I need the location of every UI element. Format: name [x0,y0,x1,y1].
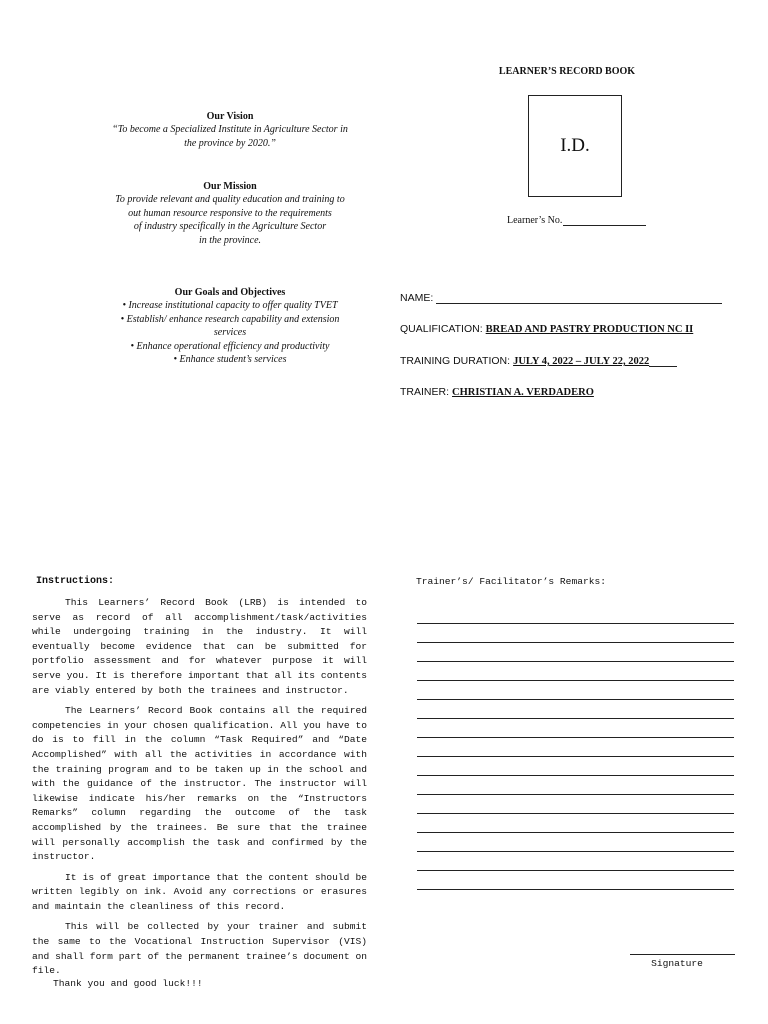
name-field [400,292,722,304]
closing-message: Thank you and good luck!!! [53,978,203,989]
qualification-label: QUALIFICATION: [400,323,483,335]
trainer-label: TRAINER: [400,386,450,398]
goal-item: • Increase institutional capacity to offer quality TVET [122,300,338,311]
mission-text [60,193,400,247]
remark-line[interactable] [417,832,734,833]
learner-number-blank[interactable] [563,216,646,226]
record-book-title: LEARNER’S RECORD BOOK [498,66,636,77]
id-photo-box [528,95,622,197]
remark-line[interactable] [417,870,734,871]
vision-text [60,123,400,150]
remark-line[interactable] [417,623,734,624]
signature-line[interactable] [630,954,735,955]
goal-item: • Enhance student’s services [173,354,287,365]
remarks-heading: Trainer’s/ Facilitator’s Remarks: [416,576,606,587]
trainer-field [400,386,594,398]
remark-line[interactable] [417,718,734,719]
training-duration-field [400,355,677,367]
qualification-value: BREAD AND PASTRY PRODUCTION NC II [485,324,694,335]
remark-line[interactable] [417,813,734,814]
remark-line[interactable] [417,699,734,700]
signature-label: Signature [651,958,703,969]
goal-item: • Enhance operational efficiency and productivity [130,340,330,352]
instructions-paragraph: This Learners’ Record Book (LRB) is intended to serve as record of all accomplishment/task/activities while undergoing training in the industry. It will eventually become evidence that can be submitted for portfolio assessment and for whatever purpose it will serve you. It is therefore important that all its contents are viably entered by both the trainees and instructor. [32,597,367,696]
goals-text [60,299,400,367]
goals-heading: Our Goals and Objectives [174,287,286,298]
remark-line[interactable] [417,661,734,662]
mission-heading: Our Mission [203,181,257,192]
remark-line[interactable] [417,642,734,643]
remark-line[interactable] [417,889,734,890]
learner-number-field [507,215,646,226]
vision-line: the province by 2020.” [184,137,276,149]
vision-section [60,110,400,150]
training-duration-value: JULY 4, 2022 – JULY 22, 2022 [513,356,650,367]
instructions-heading: Instructions: [36,576,115,587]
mission-section [60,180,400,247]
training-duration-label: TRAINING DURATION: [400,355,511,367]
mission-line: To provide relevant and quality education and training to [115,194,345,205]
remark-line[interactable] [417,680,734,681]
remark-line[interactable] [417,794,734,795]
id-label: I.D. [560,135,590,156]
learner-number-label: Learner’s No. [507,215,563,226]
remark-line[interactable] [417,756,734,757]
goals-section [60,286,400,367]
name-blank[interactable] [436,294,722,304]
instructions-paragraph: The Learners’ Record Book contains all the required competencies in your chosen qualification. All you have to do is to fill in the column “Task Required” and “Date Accomplished” with all the activities in accordance with the training program and to be taken up in the school and with the guidance of the instructor. The instructor will likewise indicate his/her remarks on the “Instructors Remarks” column regarding the outcome of the task accomplished by the trainees. Be sure that the trainee will personally accomplish the task and confirmed by the instructor. [32,705,367,863]
remark-line[interactable] [417,775,734,776]
vision-line: “To become a Specialized Institute in Agriculture Sector in [112,124,348,135]
instructions-paragraph: It is of great importance that the content should be written legibly on ink. Avoid any corrections or erasures and maintain the cleanliness of this record. [32,871,367,912]
vision-heading: Our Vision [206,111,254,122]
remark-line[interactable] [417,737,734,738]
mission-line: in the province. [198,234,262,246]
mission-line: out human resource responsive to the requirements [128,207,332,219]
mission-line: of industry specifically in the Agriculture Sector [133,221,327,232]
goal-item: services [213,327,247,338]
trainer-value: CHRISTIAN A. VERDADERO [452,387,594,398]
name-label: NAME: [400,292,434,304]
remark-line[interactable] [417,851,734,852]
goal-item: • Establish/ enhance research capability and extension [120,313,340,325]
qualification-field [400,323,693,335]
instructions-paragraph: This will be collected by your trainer and submit the same to the Vocational Instruction Supervisor (VIS) and shall form part of the permanent trainee’s document on file. [32,921,367,977]
instructions-body [32,596,367,985]
training-duration-underline [649,357,677,367]
